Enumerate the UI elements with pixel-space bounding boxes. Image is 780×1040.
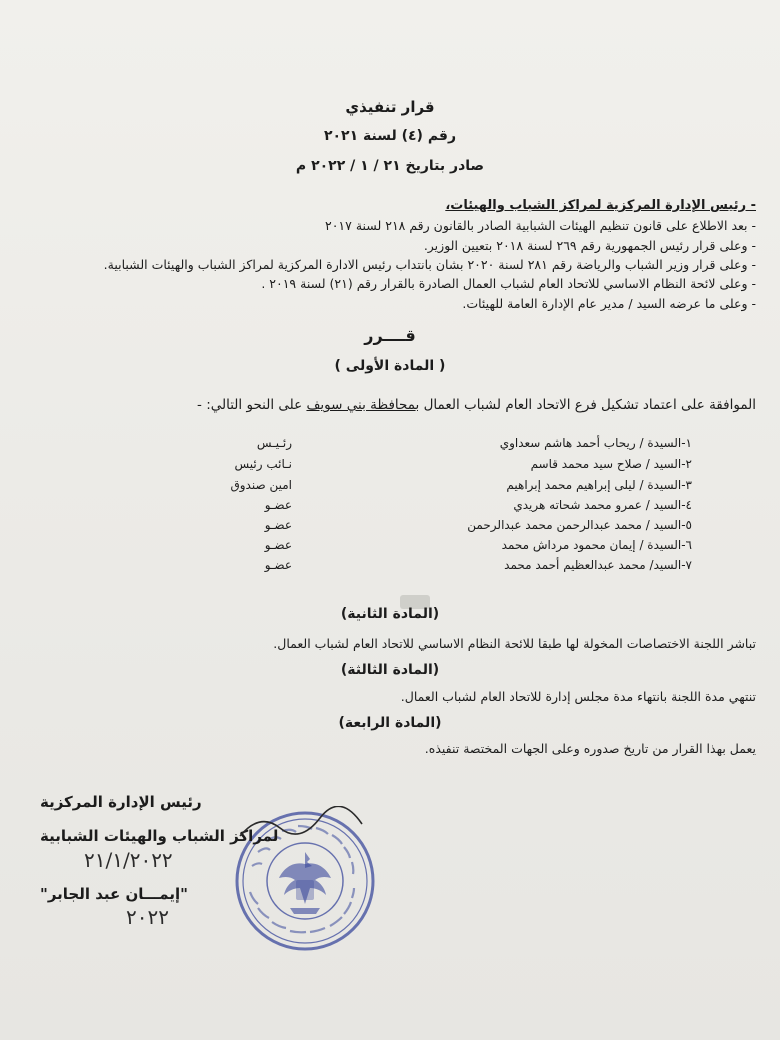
decree-date: صادر بتاريخ ٢١ / ١ / ٢٠٢٢ م bbox=[295, 158, 485, 174]
article-4-text: يعمل بهذا القرار من تاريخ صدوره وعلى الجهات المختصة تنفيذه. bbox=[424, 741, 756, 756]
member-role: عضـو bbox=[264, 498, 292, 512]
handwritten-note: ٢٠٢٢ bbox=[126, 905, 169, 929]
signature-scribble bbox=[236, 806, 366, 846]
preamble-line-2: - وعلى قرار رئيس الجمهورية رقم ٢٦٩ لسنة ٢٠١٨ بتعيين الوزير. bbox=[423, 238, 756, 253]
article-2-text: تباشر اللجنة الاختصاصات المخولة لها طبقا للائحة النظام الاساسي للاتحاد العام لشباب العمال. bbox=[273, 636, 756, 651]
article-3-title: (المادة الثالثة) bbox=[340, 662, 440, 678]
member-name: ٦-السيدة / إيمان محمود مرداش محمد bbox=[501, 538, 692, 552]
article-3-text: تنتهي مدة اللجنة بانتهاء مدة مجلس إدارة للاتحاد العام لشباب العمال. bbox=[400, 689, 756, 704]
member-name: ٥-السيد / محمد عبدالرحمن محمد عبدالرحمن bbox=[467, 518, 692, 532]
member-role: نـائب رئيس bbox=[234, 457, 292, 471]
member-name: ٤-السيد / عمرو محمد شحاته هريدي bbox=[513, 498, 692, 512]
member-row bbox=[132, 498, 692, 518]
member-row bbox=[132, 436, 692, 456]
member-row bbox=[132, 457, 692, 477]
intro-end: على النحو التالي: - bbox=[197, 397, 307, 413]
preamble-line-3: - وعلى قرار وزير الشباب والرياضة رقم ٢٨١ لسنة ٢٠٢٠ بشان بانتداب رئيس الادارة المركزية لمراكز الشباب والهيئات الشبابية. bbox=[103, 257, 756, 272]
member-name: ١-السيدة / ريحاب أحمد هاشم سعداوي bbox=[499, 436, 692, 450]
signature-department: لمراكز الشباب والهيئات الشبابية bbox=[40, 827, 279, 845]
preamble-line-5: - وعلى ما عرضه السيد / مدير عام الإدارة العامة للهيئات. bbox=[462, 296, 756, 311]
member-row bbox=[132, 538, 692, 558]
article-1-title: ( المادة الأولى ) bbox=[334, 358, 446, 374]
article-1-intro bbox=[197, 397, 756, 413]
member-row bbox=[132, 558, 692, 578]
handwritten-date: ٢١/١/٢٠٢٢ bbox=[84, 848, 173, 872]
preamble-line-1: - بعد الاطلاع على قانون تنظيم الهيئات الشبابية الصادر بالقانون رقم ٢١٨ لسنة ٢٠١٧ bbox=[324, 218, 756, 233]
preamble-line-4: - وعلى لائحة النظام الاساسي للاتحاد العام لشباب العمال الصادرة بالقرار رقم (٢١) لسنة ٢٠١٩ . bbox=[261, 276, 756, 291]
eagle-emblem-icon bbox=[279, 852, 331, 914]
member-name: ٧-السيد/ محمد عبدالعظيم أحمد محمد bbox=[504, 558, 692, 572]
member-name: ٣-السيدة / ليلى إبراهيم محمد إبراهيم bbox=[506, 478, 692, 492]
member-role: عضـو bbox=[264, 518, 292, 532]
article-4-title: (المادة الرابعة) bbox=[338, 715, 442, 731]
member-role: عضـو bbox=[264, 558, 292, 572]
decree-number: رقم (٤) لسنة ٢٠٢١ bbox=[323, 128, 457, 144]
intro-start: الموافقة على اعتماد تشكيل فرع الاتحاد العام لشباب العمال ب bbox=[415, 397, 756, 413]
member-row bbox=[132, 478, 692, 498]
member-role: عضـو bbox=[264, 538, 292, 552]
member-role: رئـيـس bbox=[256, 436, 292, 450]
signature-name: "إيمـــان عبد الجابر" bbox=[40, 885, 188, 903]
article-2-title: (المادة الثانية) bbox=[340, 606, 440, 622]
signature-title: رئيس الإدارة المركزية bbox=[40, 793, 202, 811]
member-row bbox=[132, 518, 692, 538]
decree-heading: قــــرر bbox=[364, 326, 416, 345]
member-role: امين صندوق bbox=[230, 478, 292, 492]
governorate-name: محافظة بني سويف bbox=[306, 397, 416, 413]
member-name: ٢-السيد / صلاح سيد محمد قاسم bbox=[530, 457, 692, 471]
decree-title: قرار تنفيذي bbox=[345, 98, 435, 116]
preamble-title: - رئيس الإدارة المركزية لمراكز الشباب والهيئات، bbox=[445, 198, 756, 213]
